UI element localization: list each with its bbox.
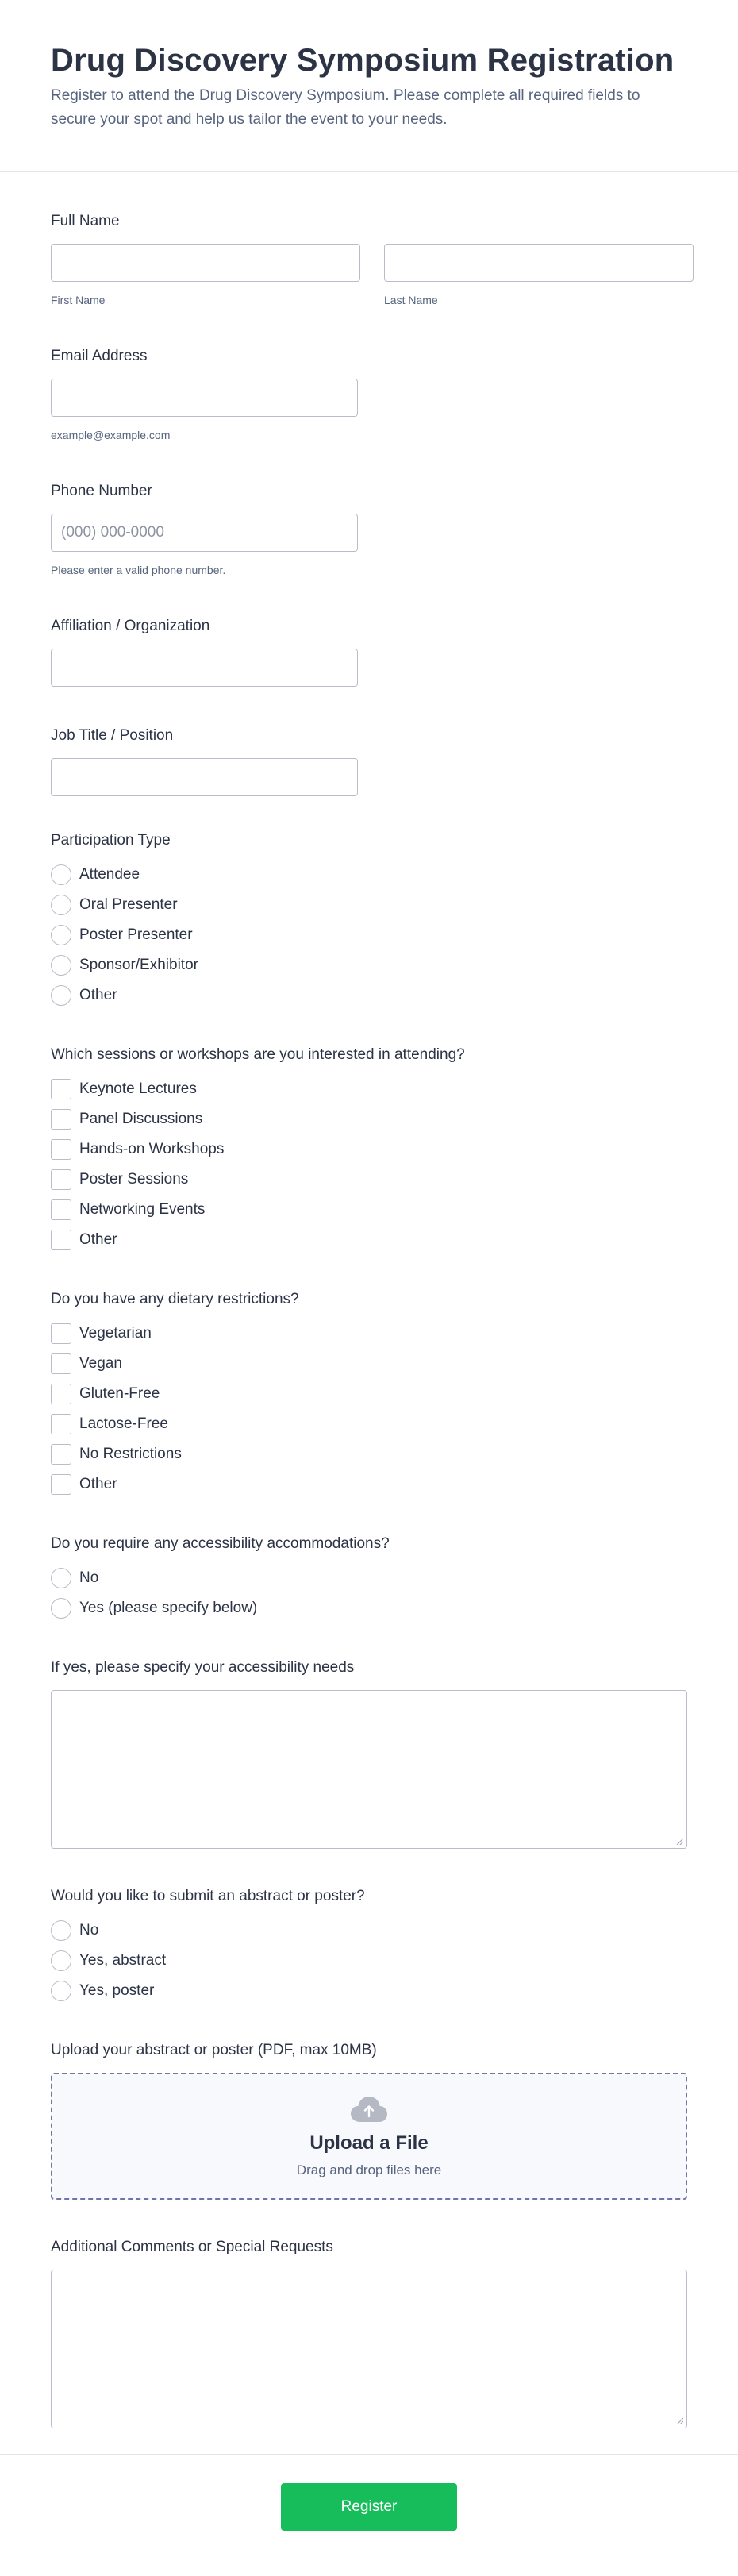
cloud-upload-icon xyxy=(349,2095,389,2124)
email-label: Email Address xyxy=(51,348,148,364)
phone-input[interactable] xyxy=(51,514,358,552)
email-section xyxy=(51,347,687,442)
resize-handle-icon[interactable] xyxy=(675,1837,683,1845)
sessions-option-panel[interactable] xyxy=(51,1109,687,1130)
checkbox[interactable] xyxy=(51,1384,71,1404)
full-name-section xyxy=(51,212,687,307)
checkbox[interactable] xyxy=(51,1474,71,1495)
checkbox[interactable] xyxy=(51,1109,71,1130)
job-title-input[interactable] xyxy=(51,758,358,796)
sessions-option-other[interactable] xyxy=(51,1230,687,1250)
dietary-option-no-restrictions[interactable] xyxy=(51,1444,687,1465)
form-header xyxy=(0,0,738,172)
last-name-input[interactable] xyxy=(384,244,694,282)
radio-button[interactable] xyxy=(51,985,71,1006)
participation-label: Participation Type xyxy=(51,832,171,849)
accessibility-needs-label: If yes, please specify your accessibility needs xyxy=(51,1659,355,1676)
abstract-section xyxy=(51,1887,687,2001)
radio-button[interactable] xyxy=(51,1981,71,2001)
job-title-label: Job Title / Position xyxy=(51,727,174,744)
option-label: Poster Presenter xyxy=(79,926,193,943)
abstract-label: Would you like to submit an abstract or poster? xyxy=(51,1888,365,1904)
option-label: Vegetarian xyxy=(79,1325,152,1342)
dietary-option-vegan[interactable] xyxy=(51,1353,687,1374)
checkbox[interactable] xyxy=(51,1414,71,1434)
accessibility-label: Do you require any accessibility accommodations? xyxy=(51,1535,390,1552)
email-input[interactable] xyxy=(51,379,358,417)
radio-button[interactable] xyxy=(51,955,71,976)
participation-option-poster-presenter[interactable] xyxy=(51,925,687,945)
option-label: No xyxy=(79,1922,99,1939)
accessibility-options xyxy=(51,1568,687,1619)
upload-label: Upload your abstract or poster (PDF, max 10MB) xyxy=(51,2042,377,2058)
accessibility-section xyxy=(51,1534,687,1619)
radio-button[interactable] xyxy=(51,1950,71,1971)
radio-button[interactable] xyxy=(51,1568,71,1588)
file-upload-dropzone[interactable] xyxy=(51,2073,687,2200)
comments-section xyxy=(51,2238,687,2428)
checkbox[interactable] xyxy=(51,1323,71,1344)
comments-label: Additional Comments or Special Requests xyxy=(51,2239,333,2255)
sessions-section xyxy=(51,1045,687,1250)
option-label: Other xyxy=(79,987,117,1003)
sessions-label: Which sessions or workshops are you interested in attending? xyxy=(51,1046,465,1063)
full-name-label: Full Name xyxy=(51,213,120,229)
dietary-option-other[interactable] xyxy=(51,1474,687,1495)
radio-button[interactable] xyxy=(51,864,71,885)
resize-handle-icon[interactable] xyxy=(675,2416,683,2424)
radio-button[interactable] xyxy=(51,1920,71,1941)
abstract-option-no[interactable] xyxy=(51,1920,687,1941)
option-label: Other xyxy=(79,1476,117,1492)
abstract-options xyxy=(51,1920,687,2001)
option-label: Networking Events xyxy=(79,1201,206,1218)
phone-sublabel: Please enter a valid phone number. xyxy=(51,564,226,576)
radio-button[interactable] xyxy=(51,1598,71,1619)
affiliation-label: Affiliation / Organization xyxy=(51,618,210,634)
option-label: Gluten-Free xyxy=(79,1385,160,1402)
abstract-option-yes-poster[interactable] xyxy=(51,1981,687,2001)
last-name-sublabel: Last Name xyxy=(384,294,438,306)
accessibility-needs-section xyxy=(51,1658,687,1849)
option-label: Hands-on Workshops xyxy=(79,1141,225,1157)
checkbox[interactable] xyxy=(51,1079,71,1099)
registration-form xyxy=(0,212,738,2428)
first-name-col xyxy=(51,244,360,307)
participation-option-other[interactable] xyxy=(51,985,687,1006)
checkbox[interactable] xyxy=(51,1139,71,1160)
upload-section xyxy=(51,2041,687,2200)
affiliation-section xyxy=(51,617,687,687)
participation-option-oral-presenter[interactable] xyxy=(51,895,687,915)
dietary-option-vegetarian[interactable] xyxy=(51,1323,687,1344)
option-label: Yes, poster xyxy=(79,1982,155,1999)
page-title: Drug Discovery Symposium Registration xyxy=(51,43,675,78)
option-label: Attendee xyxy=(79,866,140,883)
affiliation-input[interactable] xyxy=(51,649,358,687)
dietary-label: Do you have any dietary restrictions? xyxy=(51,1291,299,1307)
option-label: Oral Presenter xyxy=(79,896,178,913)
radio-button[interactable] xyxy=(51,925,71,945)
option-label: Lactose-Free xyxy=(79,1415,168,1432)
dietary-options xyxy=(51,1323,687,1495)
option-label: Poster Sessions xyxy=(79,1171,189,1188)
checkbox[interactable] xyxy=(51,1353,71,1374)
form-footer xyxy=(0,2454,738,2566)
upload-title: Upload a File xyxy=(309,2132,429,2154)
checkbox[interactable] xyxy=(51,1230,71,1250)
full-name-row xyxy=(51,244,687,307)
checkbox[interactable] xyxy=(51,1199,71,1220)
option-label: No Restrictions xyxy=(79,1446,182,1462)
dietary-option-lactose-free[interactable] xyxy=(51,1414,687,1434)
sessions-option-networking[interactable] xyxy=(51,1199,687,1220)
option-label: Panel Discussions xyxy=(79,1111,203,1127)
job-title-section xyxy=(51,726,687,796)
participation-option-attendee[interactable] xyxy=(51,864,687,885)
first-name-sublabel: First Name xyxy=(51,294,106,306)
sessions-option-keynote[interactable] xyxy=(51,1079,687,1099)
option-label: Sponsor/Exhibitor xyxy=(79,957,198,973)
comments-textarea[interactable] xyxy=(51,2270,687,2428)
radio-button[interactable] xyxy=(51,895,71,915)
option-label: Keynote Lectures xyxy=(79,1080,197,1097)
accessibility-needs-textarea[interactable] xyxy=(51,1690,687,1849)
accessibility-option-no[interactable] xyxy=(51,1568,687,1588)
option-label: Yes, abstract xyxy=(79,1952,167,1969)
phone-label: Phone Number xyxy=(51,483,152,499)
page-description: Register to attend the Drug Discovery Symposium. Please complete all required fields to secure your spot and help us tailor the event to your needs. xyxy=(51,87,640,128)
sessions-options xyxy=(51,1079,687,1250)
last-name-col xyxy=(384,244,694,307)
sessions-option-poster[interactable] xyxy=(51,1169,687,1190)
accessibility-option-yes[interactable] xyxy=(51,1598,687,1619)
option-label: Yes (please specify below) xyxy=(79,1600,258,1616)
upload-subtitle: Drag and drop files here xyxy=(296,2162,442,2177)
participation-options xyxy=(51,864,687,1006)
first-name-input[interactable] xyxy=(51,244,360,282)
email-sublabel: example@example.com xyxy=(51,429,171,441)
phone-section xyxy=(51,482,687,577)
checkbox[interactable] xyxy=(51,1444,71,1465)
option-label: Other xyxy=(79,1231,117,1248)
dietary-section xyxy=(51,1290,687,1495)
abstract-option-yes-abstract[interactable] xyxy=(51,1950,687,1971)
participation-option-sponsor-exhibitor[interactable] xyxy=(51,955,687,976)
option-label: No xyxy=(79,1569,99,1586)
sessions-option-workshops[interactable] xyxy=(51,1139,687,1160)
participation-section xyxy=(51,831,687,1006)
checkbox[interactable] xyxy=(51,1169,71,1190)
register-button[interactable]: Register xyxy=(281,2483,457,2531)
option-label: Vegan xyxy=(79,1355,122,1372)
dietary-option-gluten-free[interactable] xyxy=(51,1384,687,1404)
